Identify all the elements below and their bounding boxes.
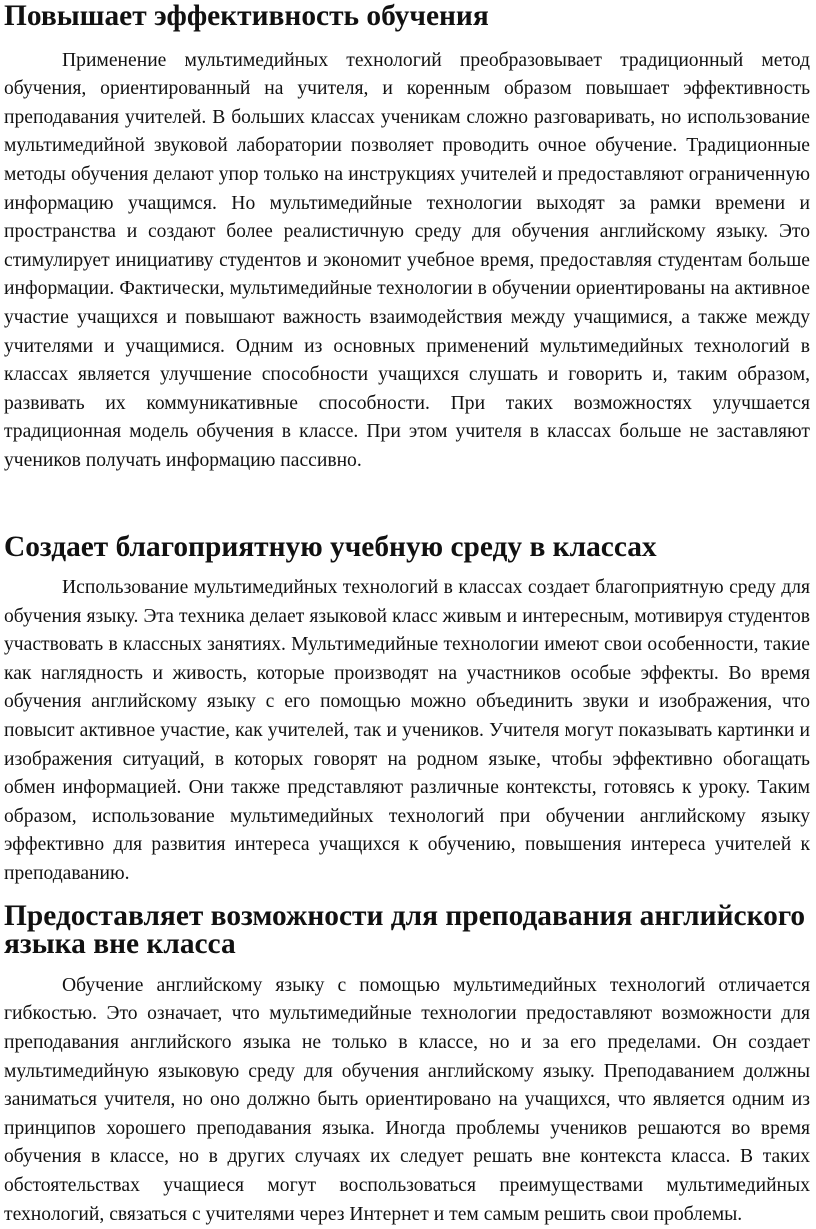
section-heading-learning-environment: Создает благоприятную учебную среду в классах xyxy=(4,530,657,563)
section-paragraph-learning-environment: Использование мультимедийных технологий в классах создает благоприятную среду для обучения языку. Эта техника делает языковой класс живым и интересным, мотивируя студентов участвовать в классных занятиях. Мультимедийные технологии имеют свои особенности, такие как наглядность и живость, которые производят на участников особые эффекты. Во время обучения английскому языку с его помощью можно объединить звуки и изображения, что повысит активное участие, как учителей, так и учеников. Учителя могут показывать картинки и изображения ситуаций, в которых говорят на родном языке, чтобы эффективно обогащать обмен информацией. Они также представляют различные контексты, готовясь к уроку. Таким образом, использование мультимедийных технологий при обучении английскому языку эффективно для развития интереса учащихся к обучению, повышения интереса учителей к преподаванию. xyxy=(4,577,810,885)
section-heading-efficiency: Повышает эффективность обучения xyxy=(4,0,489,32)
section-heading-outside-class: Предоставляет возможности для преподавания английского языка вне класса xyxy=(4,899,806,961)
section-paragraph-outside-class: Обучение английскому языку с помощью мультимедийных технологий отличается гибкостью. Это означает, что мультимедийные технологии предоставляют возможности для преподавания английского языка не только в классе, но и за его пределами. Он создает мультимедийную языковую среду для обучения английскому языку. Преподаванием должны заниматься учителя, но оно должно быть ориентировано на учащихся, что является одним из принципов хорошего преподавания языка. Иногда проблемы учеников решаются во время обучения в классе, но в других случаях их следует решать вне контекста класса. В таких обстоятельствах учащиеся могут воспользоваться преимуществами мультимедийных технологий, связаться с учителями через Интернет и тем самым решить свои проблемы. xyxy=(4,974,810,1225)
section-paragraph-efficiency: Применение мультимедийных технологий преобразовывает традиционный метод обучения, ориентированный на учителя, и коренным образом повышает эффективность преподавания учителей. В больших классах ученикам сложно разговаривать, но использование мультимедийной звуковой лаборатории позволяет проводить очное обучение. Традиционные методы обучения делают упор только на инструкциях учителей и предоставляют ограниченную информацию учащимся. Но мультимедийные технологии выходят за рамки времени и пространства и создают более реалистичную среду для обучения английскому языку. Это стимулирует инициативу студентов и экономит учебное время, предоставляя студентам больше информации. Фактически, мультимедийные технологии в обучении ориентированы на активное участие учащихся и повышают важность взаимодействия между учащимися, а также между учителями и учащимися. Одним из основных применений мультимедийных технологий в классах является улучшение способности учащихся слушать и говорить и, таким образом, развивать их коммуникативные способности. При таких возможностях улучшается традиционная модель обучения в классе. При этом учителя в классах больше не заставляют учеников получать информацию пассивно. xyxy=(4,49,810,471)
